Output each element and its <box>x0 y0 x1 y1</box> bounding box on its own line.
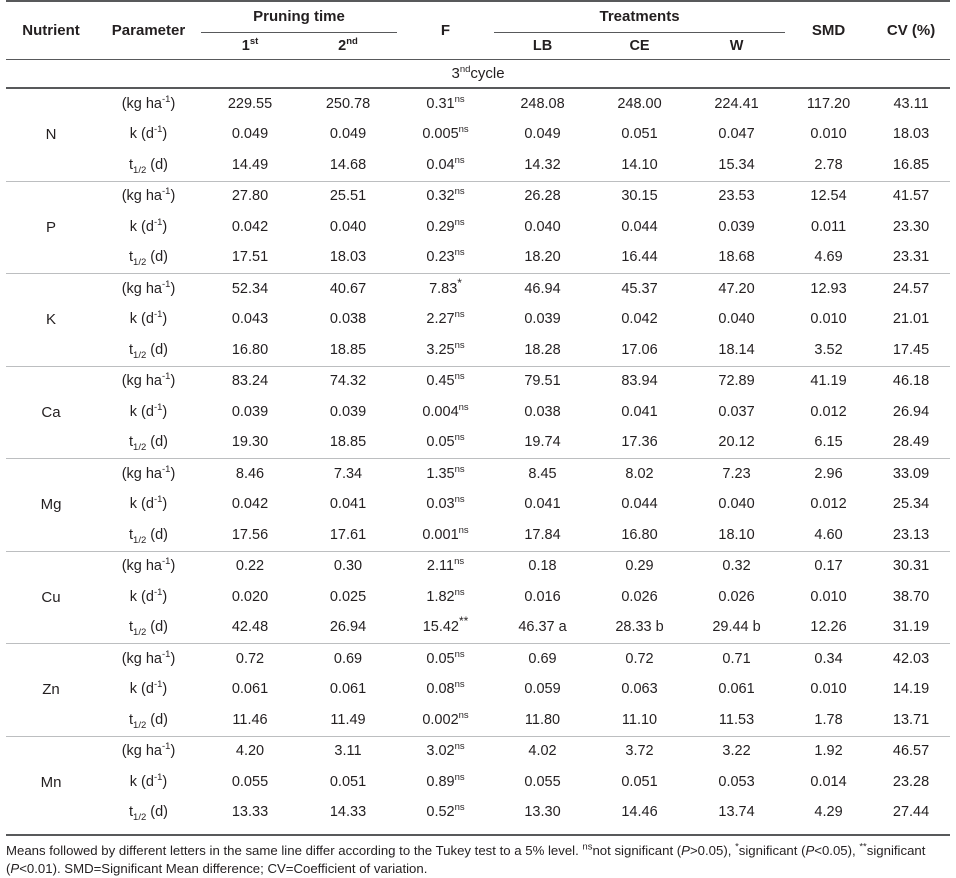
cv-cell: 30.31 <box>872 551 950 582</box>
f-value-cell: 7.83* <box>397 274 494 305</box>
pruning-2-cell: 25.51 <box>299 181 397 212</box>
lb-cell: 0.038 <box>524 403 561 420</box>
smd-cell: 1.92 <box>785 736 872 767</box>
lb-cell: 11.80 <box>524 711 561 728</box>
w-cell: 18.14 <box>718 341 755 358</box>
w-cell: 3.22 <box>688 736 785 767</box>
parameter-cell: (kg $ha^{-1}$) <box>96 366 201 397</box>
pruning-2-cell: 0.041 <box>329 496 367 513</box>
f-value-cell: $0.29^{ns}$ <box>426 217 465 235</box>
cv-cell: 31.19 <box>892 619 930 636</box>
parameter-cell: (kg $ha^{-1}$) <box>96 274 201 305</box>
cv-cell: 46.57 <box>872 736 950 767</box>
table-row <box>6 767 950 798</box>
f-value-cell: $0.04^{ns}$ <box>426 155 465 173</box>
pruning-1-cell: 0.055 <box>231 773 269 790</box>
smd-cell: 12.93 <box>785 274 872 305</box>
w-cell: 18.68 <box>718 249 755 266</box>
parameter-cell: k $(d^{-1})$ <box>129 587 168 605</box>
pruning-2-cell: 18.85 <box>329 341 367 358</box>
header-pruning-2: 2nd <box>338 35 358 54</box>
pruning-1-cell: 0.039 <box>231 403 269 420</box>
pruning-1-cell: 14.49 <box>231 156 269 173</box>
header-treatments: Treatments <box>494 1 785 33</box>
w-cell: 0.71 <box>688 644 785 675</box>
table-row <box>6 459 950 490</box>
smd-cell: 4.29 <box>814 804 843 821</box>
pruning-2-cell: 14.68 <box>329 156 367 173</box>
table-row <box>6 798 950 829</box>
lb-cell: 26.28 <box>494 181 591 212</box>
parameter-cell: $t_{1/2}$ (d) <box>129 619 168 639</box>
pruning-2-cell: 7.34 <box>299 459 397 490</box>
nutrient-results-table <box>6 0 950 828</box>
pruning-2-cell: 3.11 <box>299 736 397 767</box>
nutrient-cell: Ca <box>6 366 96 459</box>
header-row-primary <box>6 1 950 33</box>
w-cell: 0.053 <box>718 773 755 790</box>
table-row <box>6 181 950 212</box>
pruning-2-cell: 18.03 <box>329 249 367 266</box>
pruning-1-cell: 13.33 <box>231 804 269 821</box>
cv-cell: 43.11 <box>872 88 950 120</box>
w-cell: 23.53 <box>688 181 785 212</box>
pruning-2-cell: 11.49 <box>330 711 366 728</box>
pruning-1-cell: 52.34 <box>201 274 299 305</box>
ce-cell: 0.72 <box>591 644 688 675</box>
lb-cell: 8.45 <box>494 459 591 490</box>
header-nutrient: Nutrient <box>22 21 80 39</box>
smd-cell: 4.69 <box>814 249 843 266</box>
lb-cell: 46.94 <box>494 274 591 305</box>
cv-cell: 25.34 <box>892 496 930 513</box>
lb-cell: 4.02 <box>494 736 591 767</box>
smd-cell: 4.60 <box>814 526 843 543</box>
ce-cell: 28.33 b <box>615 619 664 636</box>
w-cell: 0.040 <box>718 311 755 328</box>
smd-cell: 0.34 <box>785 644 872 675</box>
pruning-2-cell: 26.94 <box>329 619 367 636</box>
f-value-cell: $0.004^{ns}$ <box>422 402 469 420</box>
pruning-1-cell: 27.80 <box>201 181 299 212</box>
parameter-cell: k $(d^{-1})$ <box>129 679 168 698</box>
f-value-cell: $0.89^{ns}$ <box>426 772 465 790</box>
nutrient-cell: Mn <box>6 736 96 828</box>
lb-cell: 18.20 <box>524 249 561 266</box>
pruning-2-cell: 0.30 <box>299 551 397 582</box>
pruning-1-cell: 229.55 <box>201 88 299 120</box>
parameter-cell: k $(d^{-1})$ <box>129 772 168 790</box>
table-row <box>6 736 950 767</box>
f-value-cell: $0.31^{ns}$ <box>397 88 494 120</box>
ce-cell: 8.02 <box>591 459 688 490</box>
table-body <box>6 88 950 828</box>
table-row <box>6 705 950 736</box>
table-row <box>6 428 950 459</box>
cv-cell: 17.45 <box>892 341 930 358</box>
pruning-1-cell: 0.049 <box>231 126 269 143</box>
table-row <box>6 613 950 644</box>
pruning-1-cell: 42.48 <box>231 619 269 636</box>
w-cell: 47.20 <box>688 274 785 305</box>
ce-cell: 0.026 <box>621 588 658 605</box>
cv-cell: 28.49 <box>892 434 930 451</box>
ce-cell: 30.15 <box>591 181 688 212</box>
pruning-2-cell: 40.67 <box>299 274 397 305</box>
parameter-cell: (kg $ha^{-1}$) <box>96 88 201 120</box>
table-row <box>6 243 950 274</box>
f-value-cell: $0.45^{ns}$ <box>397 366 494 397</box>
lb-cell: 0.049 <box>524 126 561 143</box>
pruning-1-cell: 0.22 <box>201 551 299 582</box>
smd-cell: 12.26 <box>810 619 847 636</box>
nutrient-cell: Zn <box>6 644 96 737</box>
lb-cell: 0.040 <box>524 218 561 235</box>
pruning-1-cell: 8.46 <box>201 459 299 490</box>
smd-cell: 12.54 <box>785 181 872 212</box>
parameter-cell: $t_{1/2}$ (d) <box>129 434 168 454</box>
lb-cell: 0.041 <box>524 496 561 513</box>
pruning-2-cell: 0.039 <box>329 403 367 420</box>
pruning-2-cell: 0.049 <box>329 126 367 143</box>
table-row <box>6 335 950 366</box>
pruning-1-cell: 0.020 <box>231 588 269 605</box>
nutrient-cell: K <box>6 274 96 367</box>
header-parameter: Parameter <box>111 21 186 39</box>
ce-cell: 3.72 <box>591 736 688 767</box>
parameter-cell: (kg $ha^{-1}$) <box>96 736 201 767</box>
f-value-cell: 15.42** <box>422 614 469 636</box>
pruning-1-cell: 0.061 <box>231 681 269 698</box>
nutrient-cell: Cu <box>6 551 96 644</box>
ce-cell: 11.10 <box>621 711 658 728</box>
smd-cell: 0.011 <box>810 218 847 235</box>
header-smd: SMD <box>811 21 846 39</box>
w-cell: 13.74 <box>718 804 755 821</box>
header-w: W <box>729 37 744 54</box>
parameter-cell: $t_{1/2}$ (d) <box>129 156 168 176</box>
cv-cell: 41.57 <box>872 181 950 212</box>
w-cell: 11.53 <box>718 711 755 728</box>
parameter-cell: k $(d^{-1})$ <box>129 217 168 235</box>
pruning-2-cell: 250.78 <box>299 88 397 120</box>
parameter-cell: $t_{1/2}$ (d) <box>129 526 168 546</box>
f-value-cell: $2.27^{ns}$ <box>426 309 465 328</box>
cv-cell: 23.28 <box>892 773 930 790</box>
smd-cell: 41.19 <box>785 366 872 397</box>
pruning-2-cell: 74.32 <box>299 366 397 397</box>
w-cell: 0.040 <box>718 496 755 513</box>
parameter-cell: (kg $ha^{-1}$) <box>96 181 201 212</box>
f-value-cell: $0.05^{ns}$ <box>426 432 465 451</box>
parameter-cell: k $(d^{-1})$ <box>129 309 168 328</box>
pruning-2-cell: 18.85 <box>329 434 367 451</box>
lb-cell: 0.69 <box>494 644 591 675</box>
cv-cell: 14.19 <box>892 681 930 698</box>
pruning-1-cell: 4.20 <box>201 736 299 767</box>
cv-cell: 23.13 <box>892 526 930 543</box>
smd-cell: 0.014 <box>810 773 847 790</box>
smd-cell: 0.010 <box>810 588 847 605</box>
pruning-1-cell: 17.56 <box>231 526 269 543</box>
table-row <box>6 366 950 397</box>
cv-cell: 26.94 <box>892 403 930 420</box>
parameter-cell: $t_{1/2}$ (d) <box>129 711 168 731</box>
ce-cell: 0.042 <box>621 311 658 328</box>
table-footnote: Means followed by different letters in the same line differ according to the Tukey test to a 5% level. $^{ns}$not significant (P>0.05), *significant (P<0.05), **significant (P<0.01). SMD=Significant Mean difference; CV=Coefficient of variation. <box>6 834 950 878</box>
pruning-1-cell: 17.51 <box>231 249 269 266</box>
cycle-banner-row <box>6 60 950 89</box>
pruning-2-cell: 0.040 <box>329 218 367 235</box>
nutrient-cell: P <box>6 181 96 274</box>
ce-cell: 0.044 <box>621 218 658 235</box>
pruning-1-cell: 0.72 <box>201 644 299 675</box>
lb-cell: 14.32 <box>524 156 561 173</box>
ce-cell: 16.80 <box>621 526 658 543</box>
header-ce: CE <box>629 37 650 54</box>
table-row <box>6 644 950 675</box>
table-row <box>6 490 950 521</box>
pruning-2-cell: 0.038 <box>329 311 367 328</box>
parameter-cell: (kg $ha^{-1}$) <box>96 551 201 582</box>
cv-cell: 23.30 <box>892 218 930 235</box>
cv-cell: 38.70 <box>892 588 930 605</box>
smd-cell: 3.52 <box>814 341 843 358</box>
table-row <box>6 551 950 582</box>
smd-cell: 0.17 <box>785 551 872 582</box>
table-row <box>6 120 950 151</box>
parameter-cell: k $(d^{-1})$ <box>129 402 168 420</box>
cycle-label: 3ndcycle <box>6 60 950 89</box>
parameter-cell: $t_{1/2}$ (d) <box>129 249 168 269</box>
f-value-cell: $2.11^{ns}$ <box>397 551 494 582</box>
header-cv: CV (%) <box>886 21 936 39</box>
pruning-2-cell: 0.025 <box>329 588 367 605</box>
ce-cell: 0.041 <box>621 403 658 420</box>
pruning-1-cell: 0.043 <box>231 311 269 328</box>
f-value-cell: $0.002^{ns}$ <box>422 710 469 728</box>
header-pruning-time: Pruning time <box>201 1 397 33</box>
pruning-1-cell: 83.24 <box>201 366 299 397</box>
table-row <box>6 305 950 336</box>
lb-cell: 0.18 <box>494 551 591 582</box>
parameter-cell: (kg $ha^{-1}$) <box>96 644 201 675</box>
ce-cell: 0.29 <box>591 551 688 582</box>
table-row <box>6 274 950 305</box>
smd-cell: 6.15 <box>814 434 843 451</box>
w-cell: 0.061 <box>718 681 755 698</box>
f-value-cell: $0.03^{ns}$ <box>426 494 465 513</box>
pruning-2-cell: 0.051 <box>329 773 367 790</box>
smd-cell: 0.010 <box>810 126 847 143</box>
w-cell: 7.23 <box>688 459 785 490</box>
lb-cell: 0.055 <box>524 773 561 790</box>
f-value-cell: $1.82^{ns}$ <box>426 587 465 605</box>
table-row <box>6 397 950 428</box>
lb-cell: 13.30 <box>524 804 561 821</box>
pruning-2-cell: 0.061 <box>329 681 367 698</box>
f-value-cell: $3.02^{ns}$ <box>397 736 494 767</box>
parameter-cell: (kg $ha^{-1}$) <box>96 459 201 490</box>
ce-cell: 0.044 <box>621 496 658 513</box>
ce-cell: 17.36 <box>621 434 658 451</box>
nutrient-cell: Mg <box>6 459 96 552</box>
f-value-cell: $1.35^{ns}$ <box>397 459 494 490</box>
pruning-1-cell: 0.042 <box>231 496 269 513</box>
cv-cell: 18.03 <box>892 126 930 143</box>
ce-cell: 14.10 <box>621 156 658 173</box>
smd-cell: 117.20 <box>785 88 872 120</box>
pruning-1-cell: 11.46 <box>232 711 268 728</box>
header-pruning-1: 1st <box>241 35 259 54</box>
cv-cell: 16.85 <box>892 156 930 173</box>
smd-cell: 2.78 <box>814 156 843 173</box>
lb-cell: 79.51 <box>494 366 591 397</box>
table-row <box>6 520 950 551</box>
ce-cell: 0.063 <box>621 681 658 698</box>
smd-cell: 0.010 <box>810 681 847 698</box>
table-row <box>6 150 950 181</box>
w-cell: 15.34 <box>718 156 755 173</box>
pruning-2-cell: 14.33 <box>329 804 367 821</box>
lb-cell: 248.08 <box>494 88 591 120</box>
pruning-1-cell: 0.042 <box>231 218 269 235</box>
w-cell: 0.037 <box>718 403 755 420</box>
w-cell: 20.12 <box>718 434 755 451</box>
pruning-1-cell: 16.80 <box>231 341 269 358</box>
ce-cell: 45.37 <box>591 274 688 305</box>
lb-cell: 17.84 <box>524 526 561 543</box>
table-row <box>6 675 950 706</box>
f-value-cell: $0.32^{ns}$ <box>397 181 494 212</box>
w-cell: 0.026 <box>718 588 755 605</box>
pruning-2-cell: 0.69 <box>299 644 397 675</box>
w-cell: 18.10 <box>718 526 755 543</box>
parameter-cell: k $(d^{-1})$ <box>129 494 168 513</box>
lb-cell: 0.059 <box>524 681 561 698</box>
pruning-2-cell: 17.61 <box>329 526 367 543</box>
ce-cell: 14.46 <box>621 804 658 821</box>
lb-cell: 0.039 <box>524 311 561 328</box>
cv-cell: 24.57 <box>872 274 950 305</box>
cv-cell: 13.71 <box>892 711 930 728</box>
table-row <box>6 582 950 613</box>
w-cell: 72.89 <box>688 366 785 397</box>
lb-cell: 46.37 a <box>518 619 567 636</box>
f-value-cell: $0.08^{ns}$ <box>426 679 465 698</box>
w-cell: 29.44 b <box>712 619 761 636</box>
f-value-cell: $0.52^{ns}$ <box>426 802 465 821</box>
table-row <box>6 212 950 243</box>
w-cell: 0.32 <box>688 551 785 582</box>
w-cell: 224.41 <box>688 88 785 120</box>
smd-cell: 0.012 <box>810 403 847 420</box>
header-lb: LB <box>532 37 553 54</box>
lb-cell: 18.28 <box>524 341 561 358</box>
parameter-cell: k $(d^{-1})$ <box>129 124 168 143</box>
ce-cell: 0.051 <box>621 773 658 790</box>
cv-cell: 21.01 <box>892 311 930 328</box>
ce-cell: 0.051 <box>621 126 658 143</box>
nutrient-cell: N <box>6 88 96 181</box>
lb-cell: 19.74 <box>524 434 561 451</box>
table-row <box>6 88 950 120</box>
ce-cell: 16.44 <box>621 249 658 266</box>
smd-cell: 0.010 <box>810 311 847 328</box>
cv-cell: 33.09 <box>872 459 950 490</box>
parameter-cell: $t_{1/2}$ (d) <box>129 341 168 361</box>
f-value-cell: $0.23^{ns}$ <box>426 247 465 266</box>
cv-cell: 23.31 <box>892 249 930 266</box>
cv-cell: 27.44 <box>892 804 930 821</box>
smd-cell: 0.012 <box>810 496 847 513</box>
table-header <box>6 1 950 88</box>
ce-cell: 83.94 <box>591 366 688 397</box>
f-value-cell: $0.05^{ns}$ <box>397 644 494 675</box>
pruning-1-cell: 19.30 <box>231 434 269 451</box>
cv-cell: 46.18 <box>872 366 950 397</box>
f-value-cell: $3.25^{ns}$ <box>426 340 465 358</box>
cv-cell: 42.03 <box>872 644 950 675</box>
w-cell: 0.047 <box>718 126 755 143</box>
w-cell: 0.039 <box>718 218 755 235</box>
lb-cell: 0.016 <box>524 588 561 605</box>
ce-cell: 248.00 <box>591 88 688 120</box>
parameter-cell: $t_{1/2}$ (d) <box>129 804 168 824</box>
f-value-cell: $0.001^{ns}$ <box>422 525 469 543</box>
smd-cell: 2.96 <box>785 459 872 490</box>
smd-cell: 1.78 <box>814 711 843 728</box>
header-f: F <box>440 21 451 39</box>
f-value-cell: $0.005^{ns}$ <box>422 124 469 143</box>
ce-cell: 17.06 <box>621 341 658 358</box>
